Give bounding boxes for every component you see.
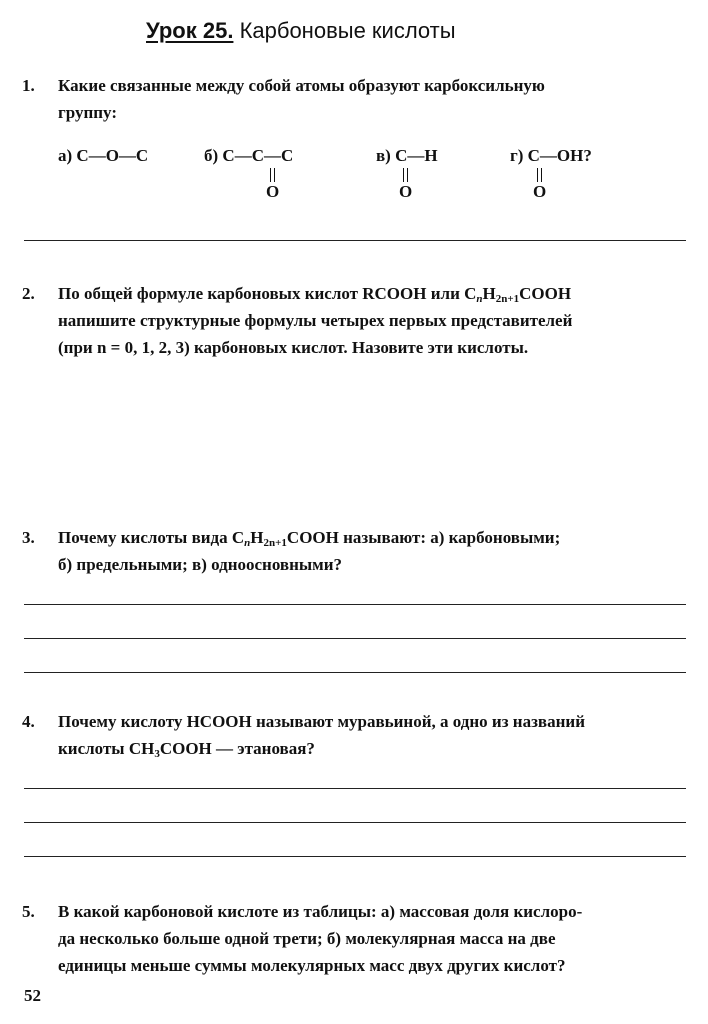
question-5-line-1: В какой карбоновой кислоте из таблицы: а) массовая доля кислоро-	[58, 902, 583, 921]
answer-line-q3-3[interactable]	[24, 672, 686, 673]
lesson-number: Урок 25.	[146, 18, 234, 43]
question-2-line-1: По общей формуле карбоновых кислот RCOOH или $C_nH_{2n+1}COOH$	[58, 284, 572, 305]
answer-line-q4-1[interactable]	[24, 788, 686, 789]
question-5-line-3: единицы меньше суммы молекулярных масс двух других кислот?	[58, 956, 566, 975]
question-4-line-2: кислоты $CH_3COOH$ — этановая?	[58, 739, 315, 760]
option-a: а) C—O—C	[58, 146, 149, 165]
answer-line-q3-1[interactable]	[24, 604, 686, 605]
answer-line-q4-2[interactable]	[24, 822, 686, 823]
question-4-number: 4.	[22, 712, 35, 731]
option-g: г) C—OH?	[510, 146, 592, 165]
question-5-number: 5.	[22, 902, 35, 921]
question-2-line-2: напишите структурные формулы четырех первых представителей	[58, 311, 573, 330]
question-5-line-2: да несколько больше одной трети; б) молекулярная масса на две	[58, 929, 556, 948]
question-4-line-1: Почему кислоту HCOOH называют муравьиной, а одно из названий	[58, 712, 585, 731]
page-number: 52	[24, 986, 41, 1005]
option-b-oxygen: O	[266, 182, 280, 201]
option-g-oxygen: O	[533, 182, 547, 201]
answer-line-q4-3[interactable]	[24, 856, 686, 857]
question-1-text	[58, 72, 686, 126]
lesson-topic: Карбоновые кислоты	[239, 18, 456, 43]
question-5-text	[58, 898, 686, 979]
option-b: б) C—C—C	[204, 146, 294, 165]
answer-line-q1[interactable]	[24, 240, 686, 241]
option-b-double-bond	[270, 168, 275, 182]
option-v-double-bond	[403, 168, 408, 182]
option-v-oxygen: O	[399, 182, 413, 201]
page-title	[146, 18, 456, 44]
question-2-number: 2.	[22, 284, 35, 303]
question-3-number: 3.	[22, 528, 35, 547]
option-g-double-bond	[537, 168, 542, 182]
question-3-text	[58, 524, 686, 578]
question-1-options	[0, 146, 708, 206]
question-1-number: 1.	[22, 76, 35, 95]
answer-line-q3-2[interactable]	[24, 638, 686, 639]
question-4-text	[58, 708, 686, 762]
question-3-line-1: Почему кислоты вида $C_nH_{2n+1}COOH$ называют: а) карбоновыми;	[58, 528, 561, 549]
question-1-line-2: группу:	[58, 103, 117, 122]
question-3-line-2: б) предельными; в) одноосновными?	[58, 555, 343, 574]
question-1-line-1: Какие связанные между собой атомы образуют карбоксильную	[58, 76, 545, 95]
option-v: в) C—H	[376, 146, 438, 165]
question-2-text	[58, 280, 686, 361]
question-2-line-3: (при n = 0, 1, 2, 3) карбоновых кислот. Назовите эти кислоты.	[58, 338, 529, 357]
